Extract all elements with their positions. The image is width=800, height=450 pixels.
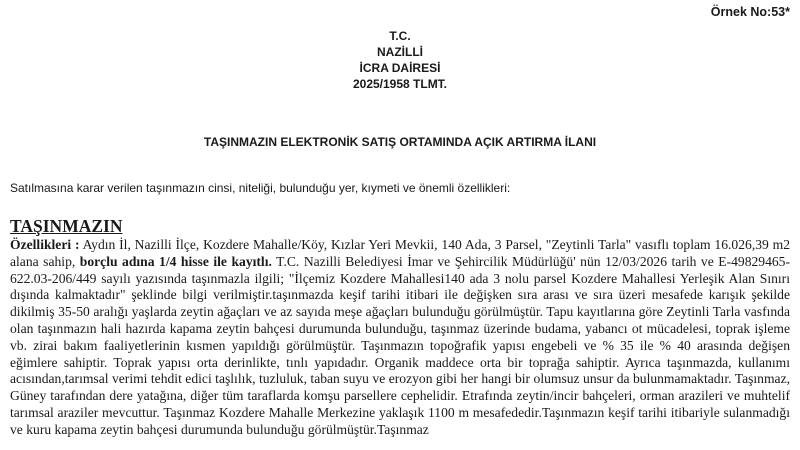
section-heading: TAŞINMAZIN xyxy=(10,216,123,236)
header-city: NAZİLLİ xyxy=(377,45,423,59)
notice-title: TAŞINMAZIN ELEKTRONİK SATIŞ ORTAMINDA AÇIK ARTIRMA İLANI xyxy=(203,135,597,149)
header-office: İCRA DAİRESİ xyxy=(359,61,441,75)
intro-text: Satılmasına karar verilen taşınmazın cinsi, niteliği, bulunduğu yer, kıymeti ve önemli özellikleri: xyxy=(10,181,511,195)
form-number: Örnek No:53* xyxy=(710,5,790,19)
header-block xyxy=(0,28,800,92)
debtor-share-emphasis: borçlu adına 1/4 hisse ile kayıtlı. xyxy=(79,253,272,269)
description-part-2: T.C. Nazilli Belediyesi İmar ve Şehircilik Müdürlüğü' nün 12/03/2026 tarih ve E-49829465-622.03-206/449 sayılı yazısında taşınmazla ilgili; "İlçemiz Kozdere Mahallesi140 ada 3 nolu parsel Kozdere Mahallesi Yerleşik Alan Sınırı dışında kalmaktadır" şeklinde bilgi verilmiştir.taşınmazda keşif tarihi itibari ile değişken sıra arası ve sıra üzeri mesafede karışık şekilde dikilmiş 35-50 aralığı yaşlarda zeytin ağaçları ve az sayıda meşe ağaçları bulunduğu görülmüştür. Tapu kayıtlarına göre Zeytinli Tarla vasfında olan taşınmazın hali hazırda kapama zeytin bahçesi durumunda bulunduğu, taşınmaz üzerinde budama, yabancı ot mücadelesi, toprak işleme vb. zirai bakım faaliyetlerinin kısmen yapıldığı görülmüştür. Taşınmazın topoğrafik yapısı engebeli ve % 35 ile % 40 arasında değişen eğimlere sahiptir. Toprak yapısı orta derinlikte, tınlı yapıdadır. Organik maddece orta bir toprağa sahiptir. Ayrıca taşınmazda, kullanımı acısından,tarımsal verimi tehdit edici taşlılık, tuzluluk, taban suyu ve erozyon gibi her hangi bir olumsuz unsur da bulunmamaktadır. Taşınmaz, Güney tarafından dere yatağına, diğer tüm taraflarda komşu parsellere cephelidir. Etrafında zeytin/incir bahçeleri, orman arazileri ve muhtelif tarımsal araziler mevcuttur. Taşınmaz Kozdere Mahalle Merkezine yaklaşık 1100 m mesafededir.Taşınmazın keşif tarihi itibariyle sulanmadığı ve kuru kapama zeytin bahçesi durumunda bulunduğu görülmüştür.Taşınmaz xyxy=(10,253,791,437)
header-tc: T.C. xyxy=(389,29,411,43)
description-label: Özellikleri : xyxy=(10,237,80,252)
property-description xyxy=(10,237,790,439)
header-file-number: 2025/1958 TLMT. xyxy=(352,77,448,91)
description-part-1: Aydın İl, Nazilli İlçe, Kozdere Mahalle/Köy, Kızlar Yeri Mevkii, 140 Ada, 3 Parsel, "Zeytinli Tarla" vasıflı toplam 16.026,39 m2 alana sahip, xyxy=(10,237,791,269)
